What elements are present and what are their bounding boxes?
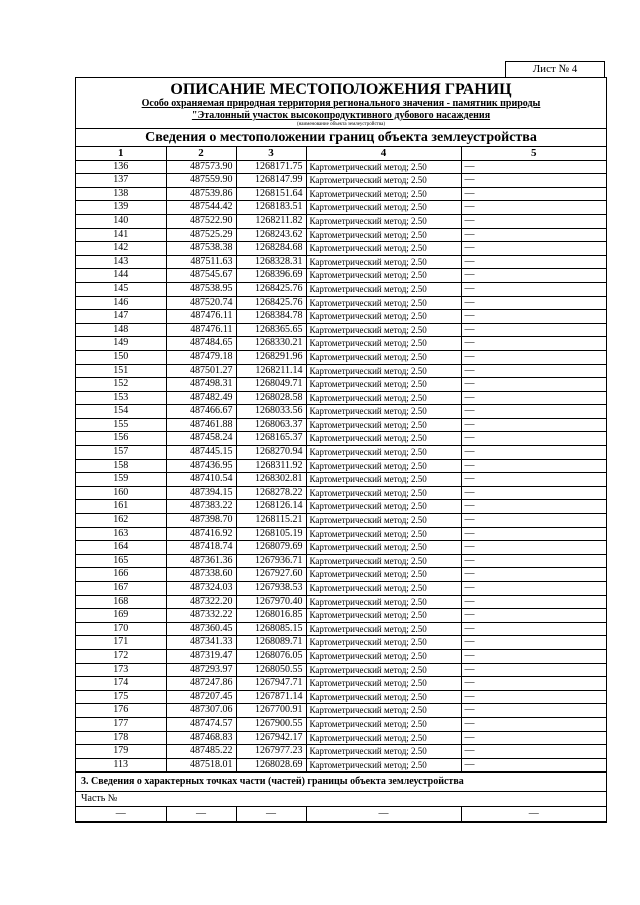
table-cell: 1268243.62 bbox=[236, 228, 306, 242]
table-cell: 487416.92 bbox=[166, 527, 236, 541]
table-cell: Картометрический метод; 2.50 bbox=[306, 378, 461, 392]
table-cell: 1267936.71 bbox=[236, 554, 306, 568]
table-cell: 487341.33 bbox=[166, 636, 236, 650]
table-cell: Картометрический метод; 2.50 bbox=[306, 187, 461, 201]
table-cell: — bbox=[461, 554, 606, 568]
table-cell: Картометрический метод; 2.50 bbox=[306, 418, 461, 432]
table-cell: Картометрический метод; 2.50 bbox=[306, 473, 461, 487]
table-cell: 487482.49 bbox=[166, 391, 236, 405]
table-cell: Картометрический метод; 2.50 bbox=[306, 731, 461, 745]
table-row bbox=[76, 541, 606, 555]
table-row bbox=[76, 649, 606, 663]
table-cell: — bbox=[461, 378, 606, 392]
table-cell: 160 bbox=[76, 486, 166, 500]
table-cell: — bbox=[461, 310, 606, 324]
table-cell: 157 bbox=[76, 446, 166, 460]
table-cell: 1267927.60 bbox=[236, 568, 306, 582]
table-cell: 137 bbox=[76, 174, 166, 188]
table-cell: 138 bbox=[76, 187, 166, 201]
table-cell: 142 bbox=[76, 242, 166, 256]
table-row bbox=[76, 242, 606, 256]
table-cell: 1268425.76 bbox=[236, 282, 306, 296]
table-cell: — bbox=[461, 242, 606, 256]
table-cell: 176 bbox=[76, 704, 166, 718]
table-cell: 1268165.37 bbox=[236, 432, 306, 446]
table-cell: 1268330.21 bbox=[236, 337, 306, 351]
table-cell: — bbox=[461, 418, 606, 432]
table-cell: 1268085.15 bbox=[236, 622, 306, 636]
table-cell: 1268033.56 bbox=[236, 405, 306, 419]
table-row bbox=[76, 677, 606, 691]
table-row bbox=[76, 432, 606, 446]
table-cell: Картометрический метод; 2.50 bbox=[306, 582, 461, 596]
table-cell: Картометрический метод; 2.50 bbox=[306, 568, 461, 582]
table-cell: — bbox=[461, 527, 606, 541]
table-cell: — bbox=[461, 500, 606, 514]
table-cell: 163 bbox=[76, 527, 166, 541]
table-cell: 487476.11 bbox=[166, 323, 236, 337]
part-cell: — bbox=[76, 807, 166, 822]
table-cell: 487466.67 bbox=[166, 405, 236, 419]
table-cell: 1268211.82 bbox=[236, 214, 306, 228]
table-cell: — bbox=[461, 609, 606, 623]
table-cell: 1268076.05 bbox=[236, 649, 306, 663]
table-cell: — bbox=[461, 473, 606, 487]
table-row bbox=[76, 459, 606, 473]
table-cell: Картометрический метод; 2.50 bbox=[306, 255, 461, 269]
table-cell: 178 bbox=[76, 731, 166, 745]
document-title: ОПИСАНИЕ МЕСТОПОЛОЖЕНИЯ ГРАНИЦ bbox=[170, 81, 512, 98]
table-cell: 487436.95 bbox=[166, 459, 236, 473]
table-cell: 179 bbox=[76, 745, 166, 759]
table-cell: 175 bbox=[76, 690, 166, 704]
table-row bbox=[76, 704, 606, 718]
table-row bbox=[76, 527, 606, 541]
part-row bbox=[76, 807, 606, 822]
table-cell: 487398.70 bbox=[166, 514, 236, 528]
table-cell: 153 bbox=[76, 391, 166, 405]
table-cell: — bbox=[461, 649, 606, 663]
table-row bbox=[76, 255, 606, 269]
part-cell: — bbox=[306, 807, 461, 822]
table-cell: 1268016.85 bbox=[236, 609, 306, 623]
table-cell: — bbox=[461, 160, 606, 174]
table-cell: 487501.27 bbox=[166, 364, 236, 378]
table-cell: — bbox=[461, 269, 606, 283]
table-row bbox=[76, 568, 606, 582]
table-row bbox=[76, 609, 606, 623]
table-cell: Картометрический метод; 2.50 bbox=[306, 296, 461, 310]
table-cell: — bbox=[461, 731, 606, 745]
section-title: Сведения о местоположении границ объекта землеустройства bbox=[76, 128, 606, 146]
table-cell: 165 bbox=[76, 554, 166, 568]
table-cell: Картометрический метод; 2.50 bbox=[306, 269, 461, 283]
table-cell: Картометрический метод; 2.50 bbox=[306, 364, 461, 378]
table-cell: 487511.63 bbox=[166, 255, 236, 269]
table-cell: 171 bbox=[76, 636, 166, 650]
table-cell: 1267970.40 bbox=[236, 595, 306, 609]
column-header: 2 bbox=[166, 147, 236, 161]
table-cell: — bbox=[461, 323, 606, 337]
table-cell: 487394.15 bbox=[166, 486, 236, 500]
table-row bbox=[76, 405, 606, 419]
table-cell: Картометрический метод; 2.50 bbox=[306, 717, 461, 731]
table-row bbox=[76, 758, 606, 772]
table-row bbox=[76, 554, 606, 568]
table-cell: 1267977.23 bbox=[236, 745, 306, 759]
table-cell: 1268171.75 bbox=[236, 160, 306, 174]
table-cell: Картометрический метод; 2.50 bbox=[306, 541, 461, 555]
table-cell: — bbox=[461, 582, 606, 596]
table-cell: 140 bbox=[76, 214, 166, 228]
table-cell: 167 bbox=[76, 582, 166, 596]
table-cell: — bbox=[461, 201, 606, 215]
table-cell: 487525.29 bbox=[166, 228, 236, 242]
table-cell: 1268063.37 bbox=[236, 418, 306, 432]
table-cell: — bbox=[461, 364, 606, 378]
table-header-row bbox=[76, 147, 606, 161]
table-cell: — bbox=[461, 690, 606, 704]
table-row bbox=[76, 731, 606, 745]
table-cell: 487338.60 bbox=[166, 568, 236, 582]
table-cell: 487484.65 bbox=[166, 337, 236, 351]
table-cell: — bbox=[461, 405, 606, 419]
table-cell: 152 bbox=[76, 378, 166, 392]
column-header: 5 bbox=[461, 147, 606, 161]
table-cell: 487360.45 bbox=[166, 622, 236, 636]
table-cell: 113 bbox=[76, 758, 166, 772]
part-cell: — bbox=[166, 807, 236, 822]
table-cell: Картометрический метод; 2.50 bbox=[306, 242, 461, 256]
table-cell: 1268089.71 bbox=[236, 636, 306, 650]
table-cell: 1268311.92 bbox=[236, 459, 306, 473]
table-cell: — bbox=[461, 745, 606, 759]
table-cell: Картометрический метод; 2.50 bbox=[306, 160, 461, 174]
table-cell: — bbox=[461, 255, 606, 269]
table-cell: Картометрический метод; 2.50 bbox=[306, 649, 461, 663]
table-cell: — bbox=[461, 214, 606, 228]
table-cell: 145 bbox=[76, 282, 166, 296]
table-cell: Картометрический метод; 2.50 bbox=[306, 595, 461, 609]
table-cell: Картометрический метод; 2.50 bbox=[306, 459, 461, 473]
table-cell: 162 bbox=[76, 514, 166, 528]
table-cell: Картометрический метод; 2.50 bbox=[306, 622, 461, 636]
table-cell: 149 bbox=[76, 337, 166, 351]
table-cell: 1268425.76 bbox=[236, 296, 306, 310]
table-cell: 1268050.55 bbox=[236, 663, 306, 677]
table-cell: Картометрический метод; 2.50 bbox=[306, 201, 461, 215]
table-row bbox=[76, 446, 606, 460]
table-cell: — bbox=[461, 622, 606, 636]
table-row bbox=[76, 228, 606, 242]
table-cell: 1268328.31 bbox=[236, 255, 306, 269]
table-cell: 487538.95 bbox=[166, 282, 236, 296]
table-cell: Картометрический метод; 2.50 bbox=[306, 405, 461, 419]
table-cell: 147 bbox=[76, 310, 166, 324]
table-cell: 1267942.17 bbox=[236, 731, 306, 745]
table-row bbox=[76, 622, 606, 636]
table-cell: 1268079.69 bbox=[236, 541, 306, 555]
table-cell: Картометрический метод; 2.50 bbox=[306, 214, 461, 228]
table-cell: 487474.57 bbox=[166, 717, 236, 731]
table-cell: 1267900.55 bbox=[236, 717, 306, 731]
table-row bbox=[76, 310, 606, 324]
table-cell: 487518.01 bbox=[166, 758, 236, 772]
table-cell: 139 bbox=[76, 201, 166, 215]
table-cell: 1268126.14 bbox=[236, 500, 306, 514]
table-cell: 1268183.51 bbox=[236, 201, 306, 215]
table-cell: 144 bbox=[76, 269, 166, 283]
table-cell: 487332.22 bbox=[166, 609, 236, 623]
table-cell: 487498.31 bbox=[166, 378, 236, 392]
table-row bbox=[76, 296, 606, 310]
table-cell: 1268028.58 bbox=[236, 391, 306, 405]
table-row bbox=[76, 160, 606, 174]
document-frame bbox=[75, 77, 607, 823]
table-cell: Картометрический метод; 2.50 bbox=[306, 758, 461, 772]
coordinates-table bbox=[76, 146, 606, 772]
table-cell: — bbox=[461, 663, 606, 677]
table-cell: 1268151.64 bbox=[236, 187, 306, 201]
table-cell: Картометрический метод; 2.50 bbox=[306, 174, 461, 188]
table-row bbox=[76, 473, 606, 487]
subtitle-caption: (наименование объекта землеустройства) bbox=[296, 122, 386, 127]
table-cell: 164 bbox=[76, 541, 166, 555]
table-row bbox=[76, 350, 606, 364]
table-cell: 172 bbox=[76, 649, 166, 663]
table-cell: Картометрический метод; 2.50 bbox=[306, 690, 461, 704]
part-cell: — bbox=[236, 807, 306, 822]
table-cell: Картометрический метод; 2.50 bbox=[306, 282, 461, 296]
table-cell: 487479.18 bbox=[166, 350, 236, 364]
table-cell: 487410.54 bbox=[166, 473, 236, 487]
table-row bbox=[76, 514, 606, 528]
table-cell: Картометрический метод; 2.50 bbox=[306, 636, 461, 650]
table-row bbox=[76, 391, 606, 405]
table-cell: 161 bbox=[76, 500, 166, 514]
column-header: 1 bbox=[76, 147, 166, 161]
table-cell: 487458.24 bbox=[166, 432, 236, 446]
table-cell: — bbox=[461, 677, 606, 691]
table-cell: Картометрический метод; 2.50 bbox=[306, 310, 461, 324]
table-cell: 150 bbox=[76, 350, 166, 364]
table-cell: — bbox=[461, 432, 606, 446]
table-cell: 1268147.99 bbox=[236, 174, 306, 188]
part-cell: — bbox=[461, 807, 606, 822]
table-cell: 1268211.14 bbox=[236, 364, 306, 378]
table-cell: Картометрический метод; 2.50 bbox=[306, 500, 461, 514]
table-cell: Картометрический метод; 2.50 bbox=[306, 432, 461, 446]
table-row bbox=[76, 174, 606, 188]
table-row bbox=[76, 282, 606, 296]
table-cell: 173 bbox=[76, 663, 166, 677]
table-cell: 158 bbox=[76, 459, 166, 473]
table-cell: Картометрический метод; 2.50 bbox=[306, 391, 461, 405]
table-cell: — bbox=[461, 337, 606, 351]
table-cell: 146 bbox=[76, 296, 166, 310]
table-cell: 141 bbox=[76, 228, 166, 242]
table-cell: 487544.42 bbox=[166, 201, 236, 215]
table-cell: — bbox=[461, 391, 606, 405]
table-cell: 487559.90 bbox=[166, 174, 236, 188]
table-cell: — bbox=[461, 459, 606, 473]
table-row bbox=[76, 582, 606, 596]
table-cell: 487293.97 bbox=[166, 663, 236, 677]
table-cell: — bbox=[461, 174, 606, 188]
table-cell: 487538.38 bbox=[166, 242, 236, 256]
table-cell: 487539.86 bbox=[166, 187, 236, 201]
table-cell: — bbox=[461, 187, 606, 201]
table-cell: 1268291.96 bbox=[236, 350, 306, 364]
table-cell: 155 bbox=[76, 418, 166, 432]
subtitle-line-2: "Эталонный участок высокопродуктивного дубового насаждения bbox=[191, 110, 491, 121]
part-table bbox=[76, 806, 606, 822]
table-cell: 148 bbox=[76, 323, 166, 337]
table-row bbox=[76, 378, 606, 392]
table-cell: 170 bbox=[76, 622, 166, 636]
table-cell: 1268396.69 bbox=[236, 269, 306, 283]
table-cell: 487247.86 bbox=[166, 677, 236, 691]
table-cell: — bbox=[461, 282, 606, 296]
table-cell: — bbox=[461, 568, 606, 582]
table-cell: Картометрический метод; 2.50 bbox=[306, 609, 461, 623]
table-cell: — bbox=[461, 228, 606, 242]
table-cell: — bbox=[461, 446, 606, 460]
table-cell: — bbox=[461, 704, 606, 718]
table-row bbox=[76, 337, 606, 351]
table-body bbox=[76, 160, 606, 772]
table-cell: 143 bbox=[76, 255, 166, 269]
table-row bbox=[76, 364, 606, 378]
table-cell: — bbox=[461, 717, 606, 731]
table-cell: 1267871.14 bbox=[236, 690, 306, 704]
part-label: Часть № bbox=[76, 791, 606, 806]
table-cell: 177 bbox=[76, 717, 166, 731]
table-cell: 487207.45 bbox=[166, 690, 236, 704]
table-cell: 487307.06 bbox=[166, 704, 236, 718]
table-cell: 1268284.68 bbox=[236, 242, 306, 256]
table-row bbox=[76, 323, 606, 337]
table-cell: 487461.88 bbox=[166, 418, 236, 432]
table-cell: 487383.22 bbox=[166, 500, 236, 514]
table-cell: 1267938.53 bbox=[236, 582, 306, 596]
table-cell: Картометрический метод; 2.50 bbox=[306, 704, 461, 718]
table-cell: Картометрический метод; 2.50 bbox=[306, 745, 461, 759]
table-cell: — bbox=[461, 296, 606, 310]
table-row bbox=[76, 486, 606, 500]
table-cell: 487520.74 bbox=[166, 296, 236, 310]
table-cell: 487522.90 bbox=[166, 214, 236, 228]
table-cell: Картометрический метод; 2.50 bbox=[306, 486, 461, 500]
column-header: 4 bbox=[306, 147, 461, 161]
table-cell: 487476.11 bbox=[166, 310, 236, 324]
table-row bbox=[76, 214, 606, 228]
table-cell: — bbox=[461, 595, 606, 609]
table-row bbox=[76, 418, 606, 432]
table-cell: 487322.20 bbox=[166, 595, 236, 609]
subtitle-line-1: Особо охраняемая природная территория регионального значения - памятник природы bbox=[141, 98, 541, 109]
table-cell: 487445.15 bbox=[166, 446, 236, 460]
table-cell: — bbox=[461, 350, 606, 364]
table-cell: Картометрический метод; 2.50 bbox=[306, 514, 461, 528]
table-cell: 1268270.94 bbox=[236, 446, 306, 460]
table-row bbox=[76, 636, 606, 650]
table-cell: Картометрический метод; 2.50 bbox=[306, 446, 461, 460]
table-cell: 1268028.69 bbox=[236, 758, 306, 772]
table-row bbox=[76, 717, 606, 731]
table-cell: 487324.03 bbox=[166, 582, 236, 596]
table-cell: 136 bbox=[76, 160, 166, 174]
table-cell: — bbox=[461, 636, 606, 650]
sheet-number: Лист № 4 bbox=[505, 61, 605, 78]
table-row bbox=[76, 201, 606, 215]
table-row bbox=[76, 690, 606, 704]
table-cell: Картометрический метод; 2.50 bbox=[306, 337, 461, 351]
table-cell: 1267700.91 bbox=[236, 704, 306, 718]
table-row bbox=[76, 745, 606, 759]
table-cell: — bbox=[461, 514, 606, 528]
table-cell: — bbox=[461, 486, 606, 500]
table-row bbox=[76, 269, 606, 283]
table-row bbox=[76, 187, 606, 201]
table-cell: — bbox=[461, 758, 606, 772]
table-cell: Картометрический метод; 2.50 bbox=[306, 527, 461, 541]
table-row bbox=[76, 595, 606, 609]
table-cell: 487485.22 bbox=[166, 745, 236, 759]
table-row bbox=[76, 500, 606, 514]
table-row bbox=[76, 663, 606, 677]
table-cell: 151 bbox=[76, 364, 166, 378]
table-cell: 487361.36 bbox=[166, 554, 236, 568]
table-cell: Картометрический метод; 2.50 bbox=[306, 554, 461, 568]
table-cell: 1268278.22 bbox=[236, 486, 306, 500]
table-cell: 487319.47 bbox=[166, 649, 236, 663]
table-cell: 487545.67 bbox=[166, 269, 236, 283]
section3-title: 3. Сведения о характерных точках части (частей) границы объекта землеустройства bbox=[76, 772, 606, 791]
table-cell: Картометрический метод; 2.50 bbox=[306, 323, 461, 337]
table-cell: 166 bbox=[76, 568, 166, 582]
table-cell: 1267947.71 bbox=[236, 677, 306, 691]
table-cell: 1268115.21 bbox=[236, 514, 306, 528]
table-cell: 168 bbox=[76, 595, 166, 609]
table-cell: 1268365.65 bbox=[236, 323, 306, 337]
table-cell: 1268049.71 bbox=[236, 378, 306, 392]
table-cell: 487573.90 bbox=[166, 160, 236, 174]
table-cell: 174 bbox=[76, 677, 166, 691]
table-cell: 169 bbox=[76, 609, 166, 623]
table-cell: Картометрический метод; 2.50 bbox=[306, 228, 461, 242]
column-header: 3 bbox=[236, 147, 306, 161]
table-cell: 1268384.78 bbox=[236, 310, 306, 324]
table-cell: — bbox=[461, 541, 606, 555]
table-cell: 1268302.81 bbox=[236, 473, 306, 487]
table-cell: 487468.83 bbox=[166, 731, 236, 745]
table-cell: Картометрический метод; 2.50 bbox=[306, 663, 461, 677]
table-cell: 487418.74 bbox=[166, 541, 236, 555]
table-cell: 159 bbox=[76, 473, 166, 487]
table-cell: Картометрический метод; 2.50 bbox=[306, 350, 461, 364]
table-cell: Картометрический метод; 2.50 bbox=[306, 677, 461, 691]
table-cell: 154 bbox=[76, 405, 166, 419]
table-cell: 1268105.19 bbox=[236, 527, 306, 541]
table-cell: 156 bbox=[76, 432, 166, 446]
